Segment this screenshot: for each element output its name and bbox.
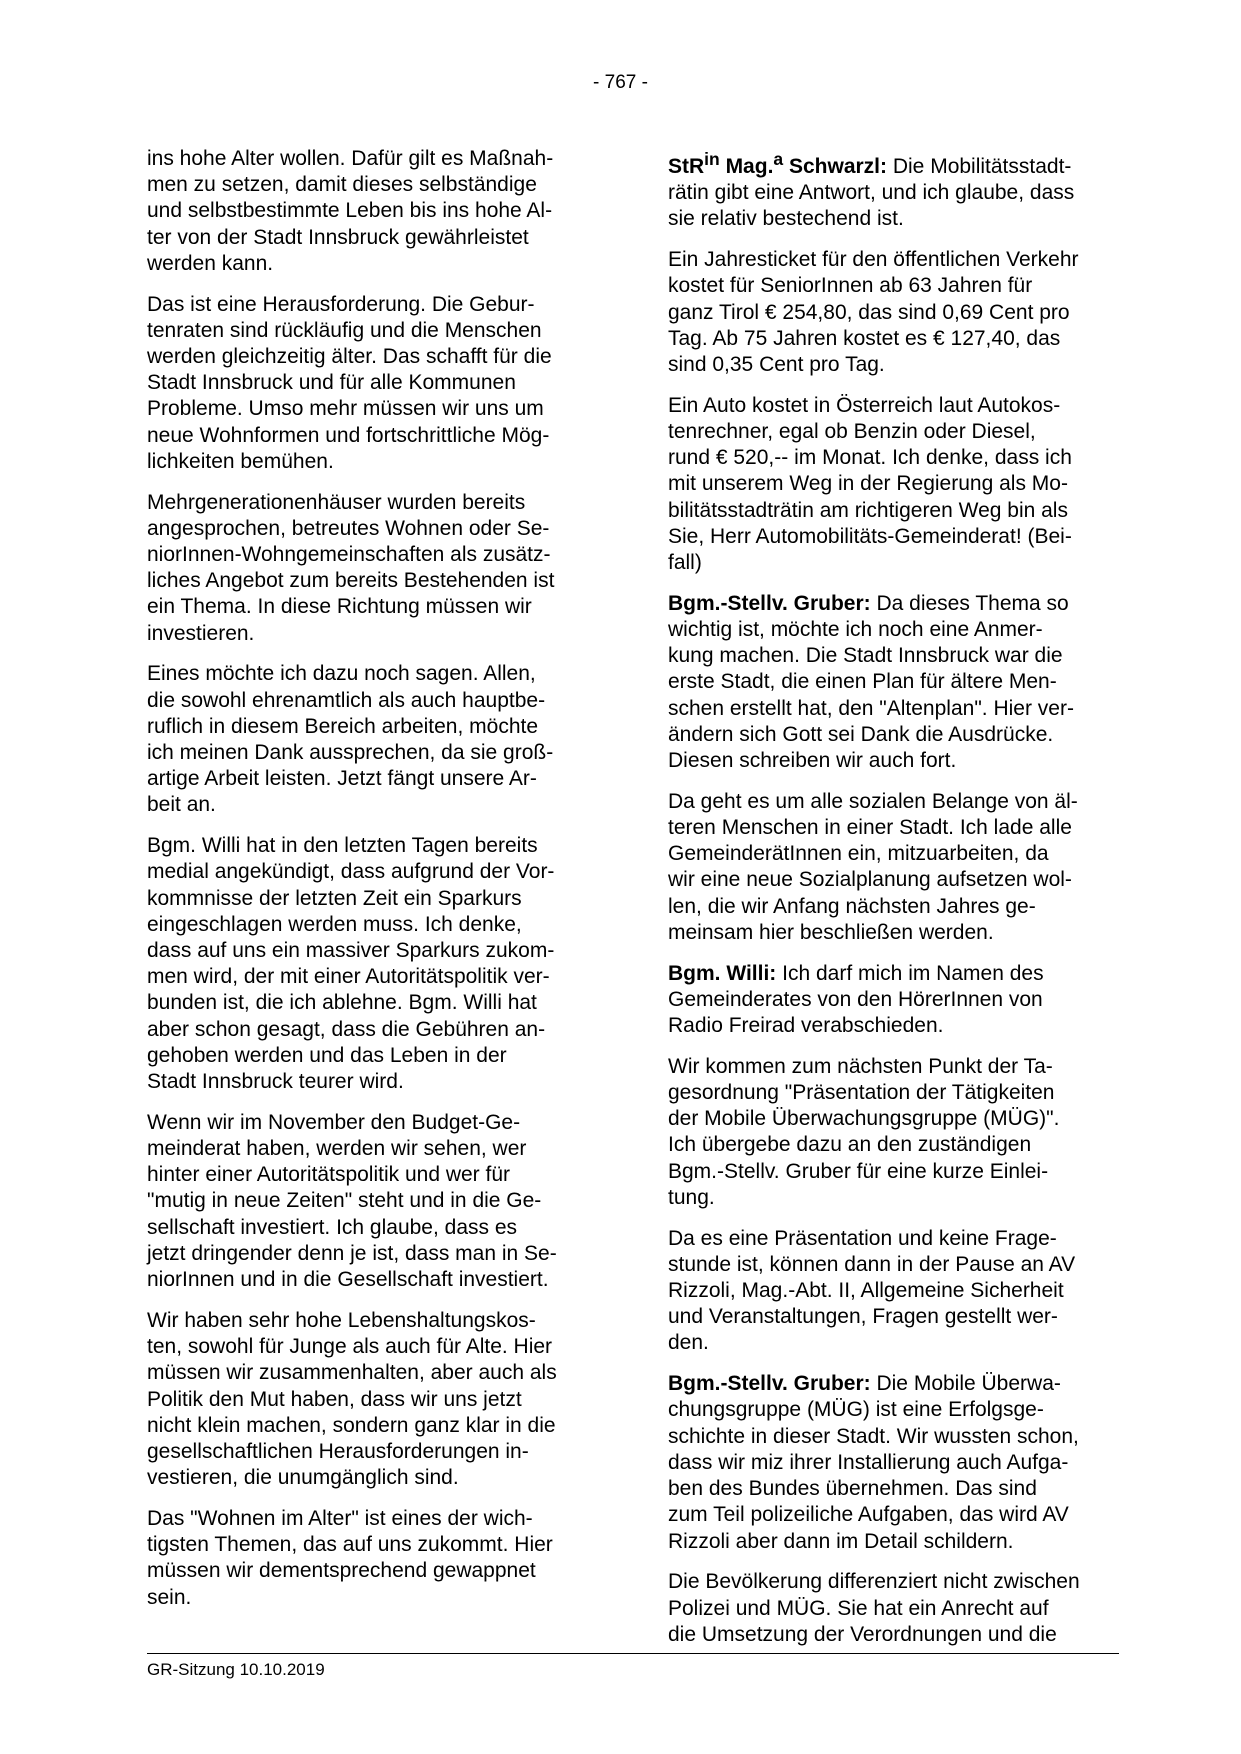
paragraph: Da geht es um alle sozialen Belange von äl- teren Menschen in einer Stadt. Ich lade alle GemeinderätInnen ein, mitzuarbeiten, da wir eine neue Sozialplanung aufsetzen wol- len, die wir Anfang nächsten Jahres ge- meinsam hier beschließen werden. [668, 789, 1078, 944]
speaker-label: Bgm. Willi: [668, 961, 777, 985]
paragraph: Das ist eine Herausforderung. Die Gebur- tenraten sind rückläufig und die Menschen werden gleichzeitig älter. Das schafft für die Stadt Innsbruck und für alle Kommunen Probleme. Umso mehr müssen wir uns um neue Wohnformen und fortschrittliche Mög- lichkeiten bemühen. [147, 292, 552, 473]
speech-text: Da dieses Thema so wichtig ist, möchte ich noch eine Anmer- kung machen. Die Stadt Innsbruck war die erste Stadt, die einen Plan für ältere Men- schen erstellt hat, den "Altenplan". Hier ver- ändern sich Gott sei Dank die Ausdrücke. Diesen schreiben wir auch fort. [668, 591, 1074, 773]
speech-text: Die Mobile Überwa- chungsgruppe (MÜG) ist eine Erfolgsge- schichte in dieser Stadt. Wir wussten schon, dass wir miz ihrer Installierung auch Aufga- ben des Bundes übernehmen. Das sind zum Teil polizeiliche Aufgaben, das wird AV Rizzoli aber dann im Detail schildern. [668, 1372, 1079, 1553]
paragraph-schwarzl [668, 146, 1118, 233]
paragraph: Das "Wohnen im Alter" ist eines der wich- tigsten Themen, das auf uns zukommt. Hier müssen wir dementsprechend gewappnet sein. [147, 1506, 553, 1609]
paragraph: Wir kommen zum nächsten Punkt der Ta- gesordnung "Präsentation der Tätigkeiten der Mobile Überwachungsgruppe (MÜG)". Ich übergebe dazu an den zuständigen Bgm.-Stellv. Gruber für eine kurze Einlei- tung. [668, 1054, 1060, 1209]
paragraph: Die Bevölkerung differenziert nicht zwischen Polizei und MÜG. Sie hat ein Anrecht auf die Umsetzung der Verordnungen und die [668, 1570, 1080, 1646]
paragraph: ins hohe Alter wollen. Dafür gilt es Maßnah- men zu setzen, damit dieses selbständige und selbstbestimmte Leben bis ins hohe Al- ter von der Stadt Innsbruck gewährleistet werden kann. [147, 147, 554, 275]
left-column [147, 146, 597, 1625]
speaker-label: StR$^{in}$ Mag.$^a$ Schwarzl: [668, 149, 888, 178]
paragraph-willi [668, 961, 1118, 1040]
footer-divider [147, 1653, 1119, 1654]
footer-session-label: GR-Sitzung 10.10.2019 [147, 1660, 325, 1679]
paragraph: Mehrgenerationenhäuser wurden bereits angesprochen, betreutes Wohnen oder Se- niorInnen-Wohngemeinschaften als zusätz- liches Angebot zum bereits Bestehenden ist ein Thema. In diese Richtung müssen wir investieren. [147, 490, 555, 645]
paragraph-gruber [668, 591, 1118, 774]
speech-text: Die Mobilitätsstadt- rätin gibt eine Antwort, und ich glaube, dass sie relativ bestechend ist. [668, 155, 1075, 231]
speech-text: Ich darf mich im Namen des Gemeinderates von den HörerInnen von Radio Freirad verabschieden. [668, 961, 1044, 1038]
paragraph: Wir haben sehr hohe Lebenshaltungskos- ten, sowohl für Junge als auch für Alte. Hier müssen wir zusammenhalten, aber auch als Politik den Mut haben, dass wir uns jetzt nicht klein machen, sondern ganz klar in die gesellschaftlichen Herausforderungen in- vestieren, die unumgänglich sind. [147, 1308, 557, 1490]
speaker-label: Bgm.-Stellv. Gruber: [668, 591, 871, 615]
page-number: - 767 - [593, 72, 648, 93]
speaker-label: Bgm.-Stellv. Gruber: [668, 1372, 871, 1396]
paragraph: Da es eine Präsentation und keine Frage- stunde ist, können dann in der Pause an AV Rizzoli, Mag.-Abt. II, Allgemeine Sicherheit und Veranstaltungen, Fragen gestellt wer- den. [668, 1226, 1076, 1355]
paragraph: Ein Auto kostet in Österreich laut Autokos- tenrechner, egal ob Benzin oder Diesel, rund € 520,-- im Monat. Ich denke, dass ich mit unserem Weg in der Regierung als Mo- bilitätsstadträtin am richtigeren Weg bin als Sie, Herr Automobilitäts-Gemeinderat! (Bei- fall) [668, 393, 1072, 575]
paragraph: Ein Jahresticket für den öffentlichen Verkehr kostet für SeniorInnen ab 63 Jahren für ganz Tirol € 254,80, das sind 0,69 Cent pro Tag. Ab 75 Jahren kostet es € 127,40, das sind 0,35 Cent pro Tag. [668, 248, 1079, 377]
paragraph: Eines möchte ich dazu noch sagen. Allen, die sowohl ehrenamtlich als auch hauptbe- ruflich in diesem Bereich arbeiten, möchte ich meinen Dank aussprechen, da sie groß- artige Arbeit leisten. Jetzt fängt unsere Ar- beit an. [147, 662, 554, 817]
paragraph: Wenn wir im November den Budget-Ge- meinderat haben, werden wir sehen, wer hinter einer Autoritätspolitik und wer für "mutig in neue Zeiten" steht und in die Ge- sellschaft investiert. Ich glaube, dass es jetzt dringender denn je ist, dass man in Se- niorInnen und in die Gesellschaft investiert. [147, 1110, 557, 1292]
paragraph-gruber [668, 1371, 1118, 1554]
paragraph: Bgm. Willi hat in den letzten Tagen bereits medial angekündigt, dass aufgrund der Vor- kommnisse der letzten Zeit ein Sparkurs eingeschlagen werden muss. Ich denke, dass auf uns ein massiver Sparkurs zukom- men wird, der mit einer Autoritätspolitik ver- bunden ist, die ich ablehne. Bgm. Willi hat aber schon gesagt, dass die Gebühren an- gehoben werden und das Leben in der Stadt Innsbruck teurer wird. [147, 834, 555, 1094]
right-column [668, 146, 1118, 1663]
